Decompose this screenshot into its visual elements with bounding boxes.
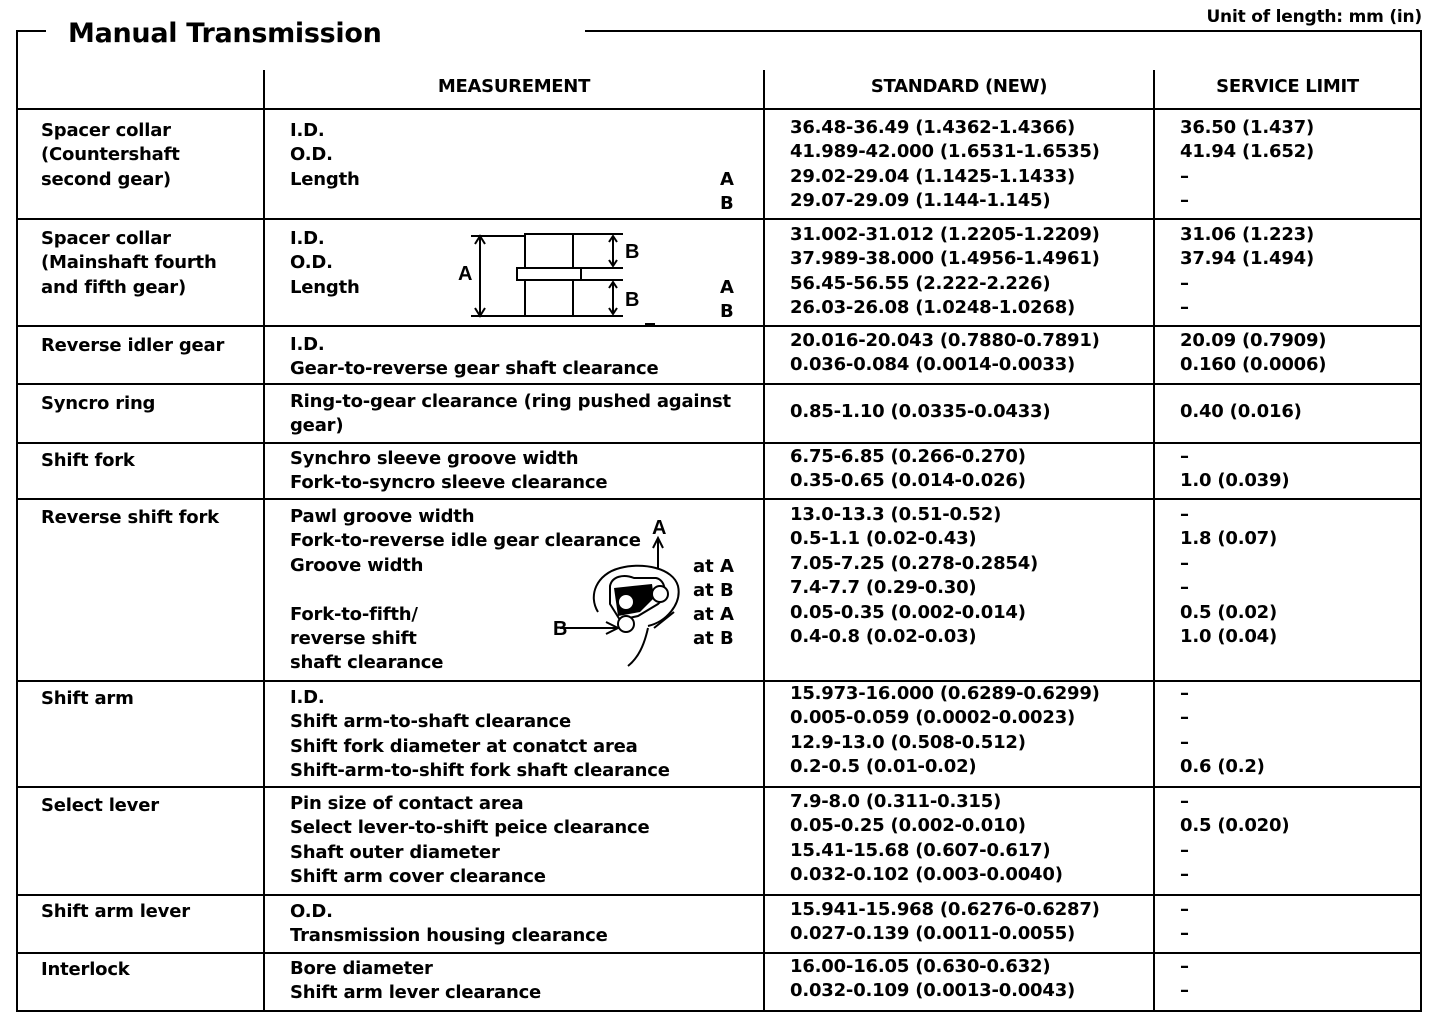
divider-col-3 <box>1153 70 1155 1012</box>
row-limit: – 1.0 (0.039) <box>1180 446 1290 492</box>
row-standard: 15.973-16.000 (0.6289-0.6299) 0.005-0.059 (0.0002-0.0023) 12.9-13.0 (0.508-0.512) 0.2-0.5 (0.01-0.02) <box>790 683 1100 778</box>
row-limit: 20.09 (0.7909) 0.160 (0.0006) <box>1180 330 1327 376</box>
divider-header <box>16 108 1422 110</box>
page-title: Manual Transmission <box>68 18 382 49</box>
row-item: Shift fork <box>41 450 135 471</box>
row-standard: 6.75-6.85 (0.266-0.270) 0.35-0.65 (0.014-0.026) <box>790 446 1026 492</box>
frame-top-right <box>585 30 1422 32</box>
row-limit: 31.06 (1.223) 37.94 (1.494) – – <box>1180 224 1314 319</box>
row-sub-label: B <box>720 301 734 322</box>
diagram-label-b: B <box>625 241 640 263</box>
row-standard: 0.85-1.10 (0.0335-0.0433) <box>790 401 1051 422</box>
row-sub-label: at A <box>693 604 734 625</box>
diagram-label-a: A <box>652 517 667 539</box>
diagram-label-b: B <box>625 289 640 311</box>
row-standard: 31.002-31.012 (1.2205-1.2209) 37.989-38.000 (1.4956-1.4961) 56.45-56.55 (2.222-2.226) 26.03-26.08 (1.0248-1.0268) <box>790 224 1100 319</box>
row-measurement: Ring-to-gear clearance (ring pushed against gear) <box>290 391 731 437</box>
row-item: Reverse idler gear <box>41 335 225 356</box>
row-item: Interlock <box>41 959 130 980</box>
row-standard: 16.00-16.05 (0.630-0.632) 0.032-0.109 (0.0013-0.0043) <box>790 956 1076 1002</box>
row-item: Syncro ring <box>41 393 156 414</box>
unit-note: Unit of length: mm (in) <box>1206 7 1422 27</box>
row-sub-label: A <box>720 277 734 298</box>
divider-row-1 <box>16 218 1422 220</box>
row-sub-label: at A <box>693 556 734 577</box>
row-measurement: O.D. Transmission housing clearance <box>290 901 608 947</box>
row-limit: 0.40 (0.016) <box>1180 401 1302 422</box>
row-limit: 36.50 (1.437) 41.94 (1.652) – – <box>1180 117 1314 212</box>
row-item: Shift arm <box>41 688 134 709</box>
row-measurement: I.D. O.D. Length <box>290 228 360 298</box>
row-limit: – 1.8 (0.07) – – 0.5 (0.02) 1.0 (0.04) <box>1180 504 1278 648</box>
row-standard: 36.48-36.49 (1.4362-1.4366) 41.989-42.000 (1.6531-1.6535) 29.02-29.04 (1.1425-1.1433) 29.07-29.09 (1.144-1.145) <box>790 117 1100 212</box>
row-measurement: Pin size of contact area Select lever-to-shift peice clearance Shaft outer diameter Shift arm cover clearance <box>290 793 650 888</box>
row-sub-label: A <box>720 169 734 190</box>
row-limit: – – <box>1180 899 1189 945</box>
row-measurement: Synchro sleeve groove width Fork-to-syncro sleeve clearance <box>290 448 608 494</box>
header-limit: SERVICE LIMIT <box>1216 76 1359 97</box>
row-standard: 15.941-15.968 (0.6276-0.6287) 0.027-0.139 (0.0011-0.0055) <box>790 899 1100 945</box>
row-sub-label: at B <box>693 580 734 601</box>
row-measurement: I.D. O.D. Length <box>290 120 360 190</box>
divider-row-8 <box>16 894 1422 896</box>
divider-row-2 <box>16 325 1422 327</box>
header-measurement: MEASUREMENT <box>437 76 591 97</box>
divider-col-2 <box>763 70 765 1012</box>
row-standard: 20.016-20.043 (0.7880-0.7891) 0.036-0.084 (0.0014-0.0033) <box>790 330 1100 376</box>
divider-row-9 <box>16 952 1422 954</box>
row-limit: – – <box>1180 956 1189 1002</box>
row-standard: 7.9-8.0 (0.311-0.315) 0.05-0.25 (0.002-0.010) 15.41-15.68 (0.607-0.617) 0.032-0.102 (0.003-0.0040) <box>790 791 1063 886</box>
reverse-shift-fork-diagram <box>548 516 698 676</box>
divider-row-5 <box>16 498 1422 500</box>
frame-top-left <box>16 30 46 32</box>
row-limit: – – – 0.6 (0.2) <box>1180 683 1265 778</box>
row-item: Shift arm lever <box>41 901 190 922</box>
row-measurement: I.D. Shift arm-to-shaft clearance Shift fork diameter at conatct area Shift-arm-to-shift fork shaft clearance <box>290 687 670 782</box>
row-standard: 13.0-13.3 (0.51-0.52) 0.5-1.1 (0.02-0.43) 7.05-7.25 (0.278-0.2854) 7.4-7.7 (0.29-0.30) 0.05-0.35 (0.002-0.014) 0.4-0.8 (0.02-0.03) <box>790 504 1039 648</box>
row-item: Spacer collar (Mainshaft fourth and fifth gear) <box>41 228 217 298</box>
row-sub-label: at B <box>693 628 734 649</box>
header-standard: STANDARD (NEW) <box>870 76 1048 97</box>
row-measurement: Pawl groove width Fork-to-reverse idle gear clearance Groove width Fork-to-fifth/ reverse shift shaft clearance <box>290 506 641 674</box>
divider-row-4 <box>16 442 1422 444</box>
divider-row-3 <box>16 383 1422 385</box>
divider-col-1 <box>263 70 265 1012</box>
row-item: Spacer collar (Countershaft second gear) <box>41 120 180 190</box>
row-sub-label: B <box>720 193 734 214</box>
row-limit: – 0.5 (0.020) – – <box>1180 791 1290 886</box>
diagram-label-b: B <box>553 618 568 640</box>
spacer-collar-diagram <box>455 228 665 328</box>
row-measurement: I.D. Gear-to-reverse gear shaft clearance <box>290 334 659 380</box>
diagram-label-a: A <box>458 263 473 285</box>
divider-row-7 <box>16 786 1422 788</box>
row-item: Select lever <box>41 795 159 816</box>
row-item: Reverse shift fork <box>41 507 219 528</box>
row-measurement: Bore diameter Shift arm lever clearance <box>290 958 542 1004</box>
